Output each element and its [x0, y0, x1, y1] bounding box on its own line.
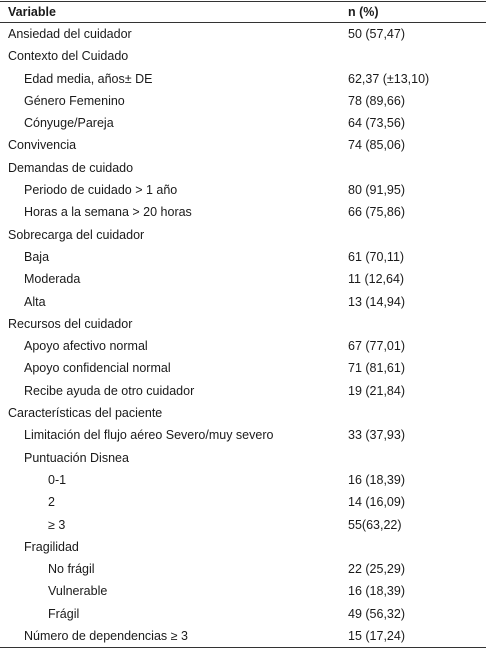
row-label: Número de dependencias ≥ 3 — [24, 629, 188, 644]
table-row — [0, 491, 486, 513]
row-label: No frágil — [48, 562, 95, 577]
table-row — [0, 313, 486, 335]
table-row — [0, 536, 486, 558]
table-row — [0, 603, 486, 625]
row-label: Apoyo confidencial normal — [24, 361, 171, 376]
table-header — [0, 1, 486, 23]
row-label: Baja — [24, 249, 50, 264]
row-label: Moderada — [24, 272, 81, 287]
row-value: 19 (21,84) — [348, 383, 405, 398]
row-value: 15 (17,24) — [348, 629, 405, 644]
row-label: Características del paciente — [8, 406, 163, 421]
table-body — [0, 23, 486, 648]
table-row — [0, 90, 486, 112]
table-row — [0, 157, 486, 179]
row-value: 16 (18,39) — [348, 584, 405, 599]
row-value: 71 (81,61) — [348, 361, 405, 376]
row-value: 13 (14,94) — [348, 294, 405, 309]
data-table — [0, 1, 486, 648]
row-value: 78 (89,66) — [348, 93, 405, 108]
row-value: 74 (85,06) — [348, 138, 405, 153]
row-value: 11 (12,64) — [348, 272, 405, 287]
row-value: 62,37 (±13,10) — [348, 71, 430, 86]
row-value: 61 (70,11) — [348, 249, 405, 264]
table-row — [0, 514, 486, 536]
table-row — [0, 68, 486, 90]
row-label: ≥ 3 — [48, 517, 66, 532]
table-row — [0, 224, 486, 246]
header-variable: Variable — [8, 5, 56, 19]
table-row — [0, 558, 486, 580]
header-value: n (%) — [348, 5, 379, 19]
table-row — [0, 23, 486, 45]
table-row — [0, 201, 486, 223]
row-label: Puntuación Disnea — [24, 450, 129, 465]
row-label: Edad media, años± DE — [24, 71, 153, 86]
row-label: Ansiedad del cuidador — [8, 27, 132, 41]
row-value: 22 (25,29) — [348, 562, 405, 577]
table-row — [0, 112, 486, 134]
row-value: 67 (77,01) — [348, 339, 405, 354]
row-label: Periodo de cuidado > 1 año — [24, 183, 178, 198]
row-label: Contexto del Cuidado — [8, 49, 129, 64]
row-label: Apoyo afectivo normal — [24, 339, 148, 354]
row-value: 64 (73,56) — [348, 116, 405, 131]
table-row — [0, 402, 486, 424]
row-label: Alta — [24, 294, 46, 309]
table-row — [0, 179, 486, 201]
row-label: Cónyuge/Pareja — [24, 116, 114, 131]
table-row — [0, 469, 486, 491]
row-label: Limitación del flujo aéreo Severo/muy severo — [24, 428, 274, 443]
row-value: 14 (16,09) — [348, 495, 405, 510]
row-value: 55(63,22) — [348, 517, 402, 532]
table-row — [0, 357, 486, 379]
row-label: Recursos del cuidador — [8, 316, 133, 331]
table-row — [0, 380, 486, 402]
row-value: 16 (18,39) — [348, 472, 405, 487]
row-value: 66 (75,86) — [348, 205, 405, 220]
table-row — [0, 580, 486, 602]
row-label: Fragilidad — [24, 539, 79, 554]
table-row — [0, 134, 486, 156]
table-row — [0, 424, 486, 446]
row-label: Convivencia — [8, 138, 77, 153]
row-value: 49 (56,32) — [348, 606, 405, 621]
table-row — [0, 246, 486, 268]
row-label: Recibe ayuda de otro cuidador — [24, 383, 195, 398]
row-label: Sobrecarga del cuidador — [8, 227, 145, 242]
row-label: Género Femenino — [24, 93, 125, 108]
table-row — [0, 268, 486, 290]
row-label: Horas a la semana > 20 horas — [24, 205, 192, 220]
table-row — [0, 335, 486, 357]
row-label: Demandas de cuidado — [8, 160, 134, 175]
row-label: 0-1 — [48, 472, 67, 487]
row-value: 33 (37,93) — [348, 428, 405, 443]
table-row — [0, 447, 486, 469]
table-row — [0, 45, 486, 67]
row-label: Vulnerable — [48, 584, 108, 599]
row-label: 2 — [48, 495, 55, 510]
table-row — [0, 625, 486, 648]
row-value: 50 (57,47) — [348, 27, 405, 41]
table-row — [0, 291, 486, 313]
row-label: Frágil — [48, 606, 80, 621]
row-value: 80 (91,95) — [348, 183, 405, 198]
